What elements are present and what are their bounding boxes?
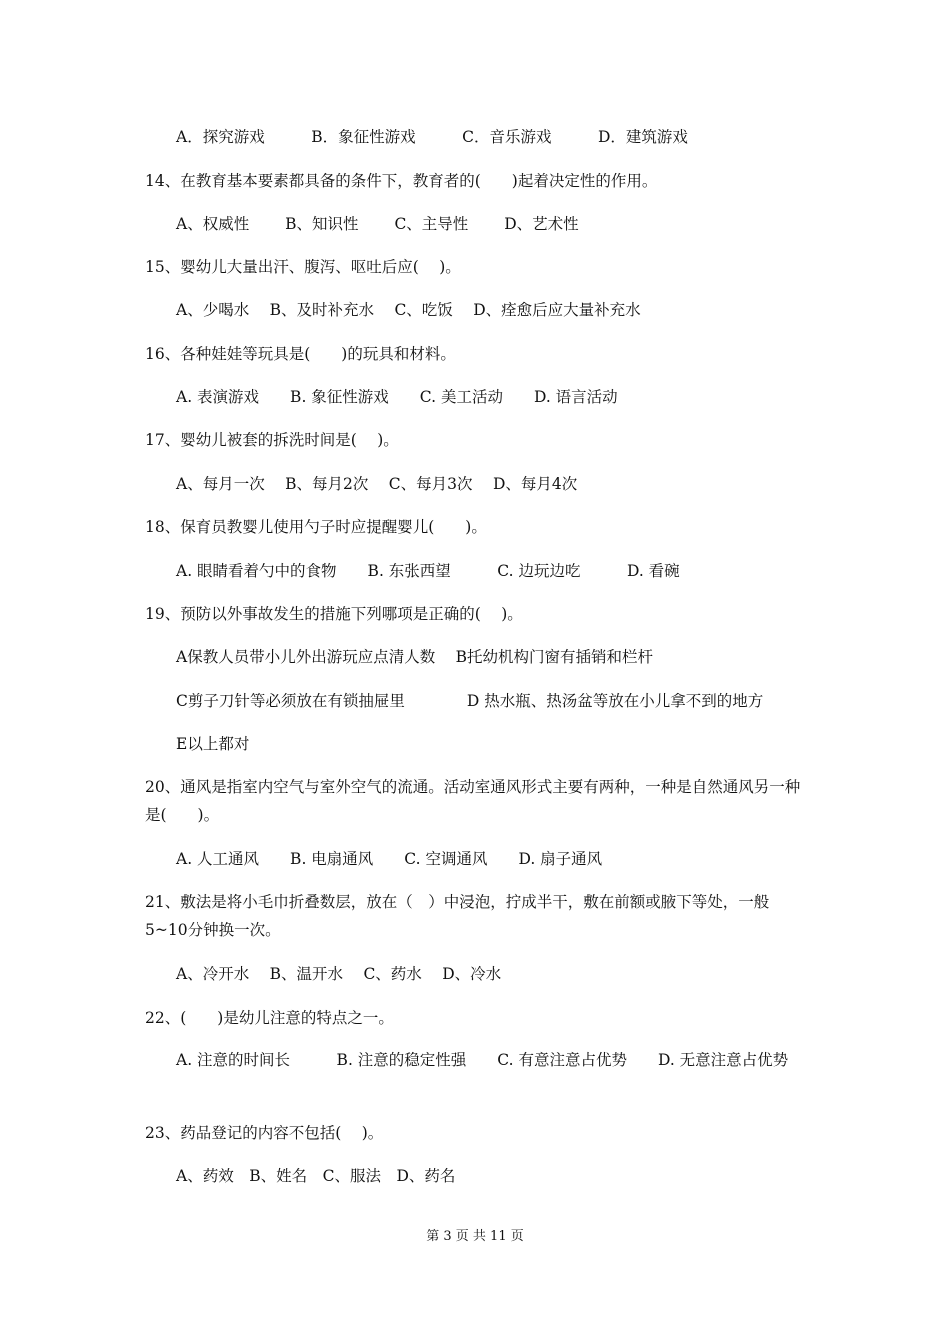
q21-options: A、冷开水 B、温开水 C、药水 D、冷水 bbox=[176, 965, 502, 983]
q23-options: A、药效 B、姓名 C、服法 D、药名 bbox=[176, 1167, 456, 1185]
q13-options: A．探究游戏 B．象征性游戏 C．音乐游戏 D．建筑游戏 bbox=[176, 128, 688, 146]
q19-option-e: E以上都对 bbox=[176, 735, 250, 753]
q17-question: 17、婴幼儿被套的拆洗时间是( )。 bbox=[145, 431, 399, 449]
q18-options: A. 眼睛看着勺中的食物 B. 东张西望 C. 边玩边吃 D. 看碗 bbox=[176, 562, 680, 580]
q22-question: 22、( )是幼儿注意的特点之一。 bbox=[145, 1009, 394, 1027]
q20-options: A. 人工通风 B. 电扇通风 C. 空调通风 D. 扇子通风 bbox=[176, 850, 603, 868]
q16-question: 16、各种娃娃等玩具是( )的玩具和材料。 bbox=[145, 345, 456, 363]
q23-question: 23、药品登记的内容不包括( )。 bbox=[145, 1124, 384, 1142]
q19-option-cd: C剪子刀针等必须放在有锁抽屉里 D 热水瓶、热汤盆等放在小儿拿不到的地方 bbox=[176, 692, 764, 710]
q21-question: 21、敷法是将小毛巾折叠数层，放在（ ）中浸泡，拧成半干，敷在前额或腋下等处，一般5~10分钟换一次。 bbox=[145, 893, 770, 939]
page-footer: 第 3 页 共 11 页 bbox=[426, 1229, 524, 1244]
q14-options: A、权威性 B、知识性 C、主导性 D、艺术性 bbox=[176, 215, 579, 233]
q19-question: 19、预防以外事故发生的措施下列哪项是正确的( )。 bbox=[145, 605, 523, 623]
q15-question: 15、婴幼儿大量出汗、腹泻、呕吐后应( )。 bbox=[145, 258, 461, 276]
q17-options: A、每月一次 B、每月2次 C、每月3次 D、每月4次 bbox=[176, 475, 578, 493]
q18-question: 18、保育员教婴儿使用勺子时应提醒婴儿( )。 bbox=[145, 518, 487, 536]
q16-options: A. 表演游戏 B. 象征性游戏 C. 美工活动 D. 语言活动 bbox=[176, 388, 618, 406]
q14-question: 14、在教育基本要素都具备的条件下，教育者的( )起着决定性的作用。 bbox=[145, 172, 658, 190]
q22-options: A. 注意的时间长 B. 注意的稳定性强 C. 有意注意占优势 D. 无意注意占优势 bbox=[176, 1051, 789, 1069]
q20-question: 20、通风是指室内空气与室外空气的流通。活动室通风形式主要有两种，一种是自然通风另一种是( )。 bbox=[145, 778, 801, 824]
q19-option-ab: A保教人员带小儿外出游玩应点清人数 B托幼机构门窗有插销和栏杆 bbox=[176, 648, 654, 666]
q15-options: A、少喝水 B、及时补充水 C、吃饭 D、痊愈后应大量补充水 bbox=[176, 301, 641, 319]
